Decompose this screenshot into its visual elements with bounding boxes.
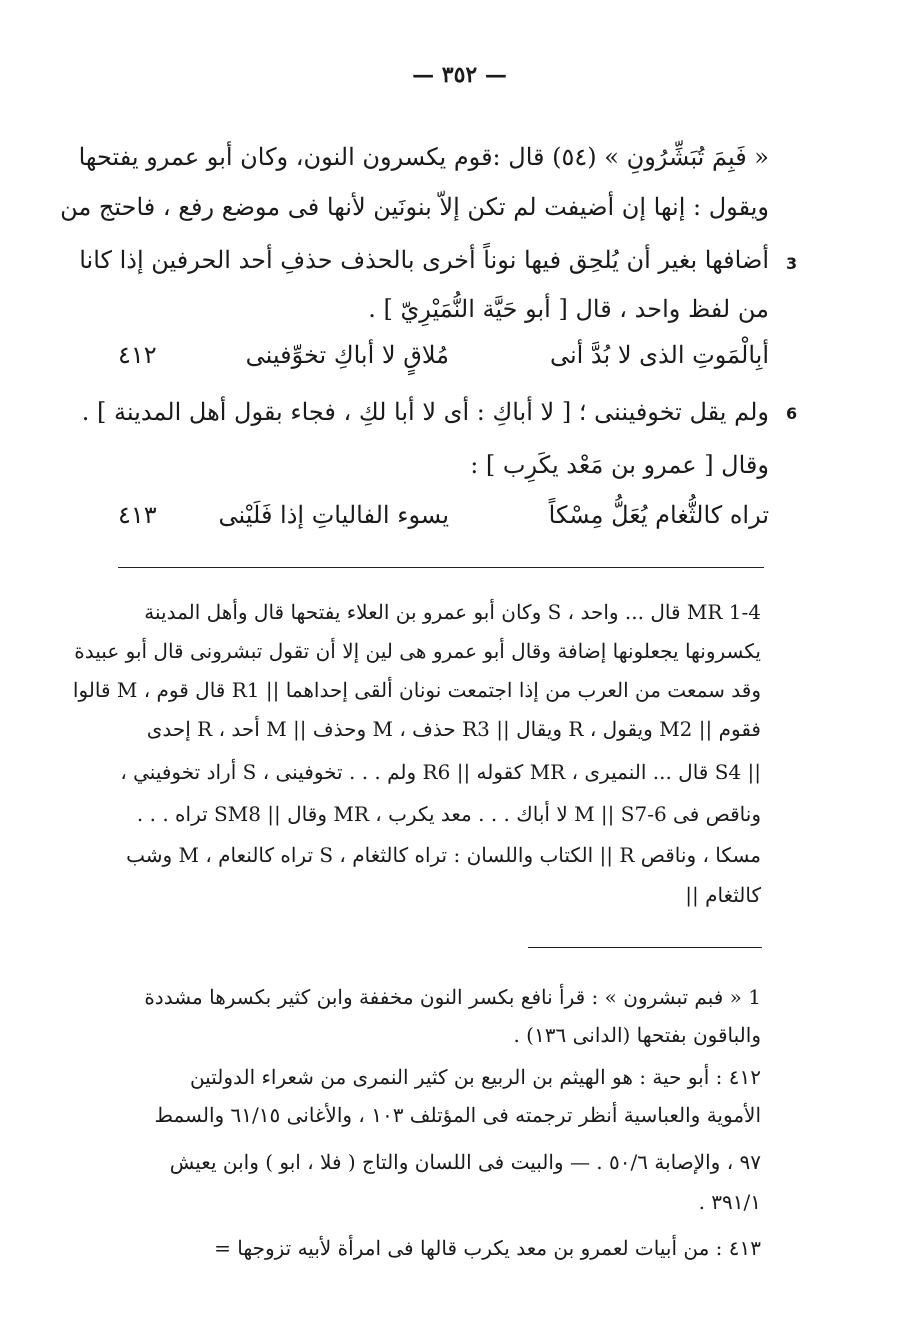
verse-second-hemistich: يسوء الفالياتِ إذا فَلَيْنى [218, 501, 449, 529]
text-line: من لفظ واحد ، قال [ أبو حَيَّة النُّمَيْرِيّ ] . [368, 295, 769, 323]
text-line: « فَبِمَ تُبَشِّرُونِ » (٥٤) قال :قوم يكسرون النون، وكان أبو عمرو يفتحها [78, 143, 769, 171]
text-line: ويقول : إنها إن أضيفت لم تكن إلاّ بنونَين لأنها فى موضع رفع ، فاحتج من [60, 193, 769, 221]
footnote-line: 1 « فبم تبشرون » : قرأ نافع بكسر النون مخففة وابن كثير بكسرها مشددة [144, 985, 761, 1009]
apparatus-line: وناقص فى M || S7-6 لا أباك . . . معد يكرب ، MR وقال || SM8 تراه . . . [136, 802, 761, 826]
footnote-divider [528, 947, 762, 948]
verse-number: ٤١٣ [118, 501, 157, 529]
line-number: 3 [786, 254, 798, 273]
footnote-line: الأموية والعباسية أنظر ترجمته فى المؤتلف ١٠٣ ، والأغانى ٦١/١٥ والسمط [154, 1103, 761, 1127]
apparatus-line: || S4 قال ... النميرى ، MR كقوله || R6 ولم . . . تخوفينى ، S أراد تخوفيني ، [120, 760, 761, 784]
footnote-line: ٩٧ ، والإصابة ٥٠/٦ . — والبيت فى اللسان والتاج ( فلا ، ابو ) وابن يعيش [169, 1150, 761, 1174]
verse-first-hemistich: تراه كالثُّغام يُعَلُّ مِسْكاً [548, 501, 769, 529]
divider [118, 567, 764, 568]
apparatus-line: وقد سمعت من العرب من إذا اجتمعت نونان ألقى إحداهما || R1 قال قوم ، M قالوا [72, 678, 761, 702]
footnote-line: ٤١٣ : من أبيات لعمرو بن معد يكرب قالها فى امرأة لأبيه تزوجها = [214, 1236, 761, 1260]
text-line: أضافها بغير أن يُلحِق فيها نوناً أخرى بالحذف حذفِ أحد الحرفين إذا كانا [79, 246, 769, 274]
footnote-line: ٣٩١/١ . [698, 1190, 761, 1214]
verse-second-hemistich: مُلاقٍ لا أباكِ تخوِّفينى [245, 341, 449, 369]
apparatus-line: فقوم || M2 ويقول ، R ويقال || R3 حذف ، M وحذف || M أحد ، R إحدى [146, 717, 761, 741]
footnote-line: والباقون بفتحها (الدانى ١٣٦) . [513, 1023, 761, 1047]
apparatus-line: كالثغام || [685, 883, 761, 907]
verse-number: ٤١٢ [118, 341, 157, 369]
verse-first-hemistich: أبِالْمَوتِ الذى لا بُدَّ أنى [549, 341, 769, 369]
apparatus-line: 1-4 MR قال ... واحد ، S وكان أبو عمرو بن العلاء يفتحها قال وأهل المدينة [144, 600, 761, 624]
line-number: 6 [786, 404, 798, 423]
footnote-line: ٤١٢ : أبو حية : هو الهيثم بن الربيع بن كثير النمرى من شعراء الدولتين [189, 1065, 761, 1089]
text-line: ولم يقل تخوفيننى ؛ [ لا أباكِ : أى لا أبا لكِ ، فجاء بقول أهل المدينة ] . [81, 398, 769, 426]
page-number: — ٣٥٢ — [412, 62, 507, 88]
apparatus-line: مسكا ، وناقص R || الكتاب واللسان : تراه كالثغام ، S تراه كالنعام ، M وشب [126, 843, 761, 867]
apparatus-line: يكسرونها يجعلونها إضافة وقال أبو عمرو هى لين إلا أن تقول تبشرونى قال أبو عبيدة [74, 639, 761, 663]
text-line: وقال [ عمرو بن مَعْد يكَرِب ] : [470, 451, 769, 479]
